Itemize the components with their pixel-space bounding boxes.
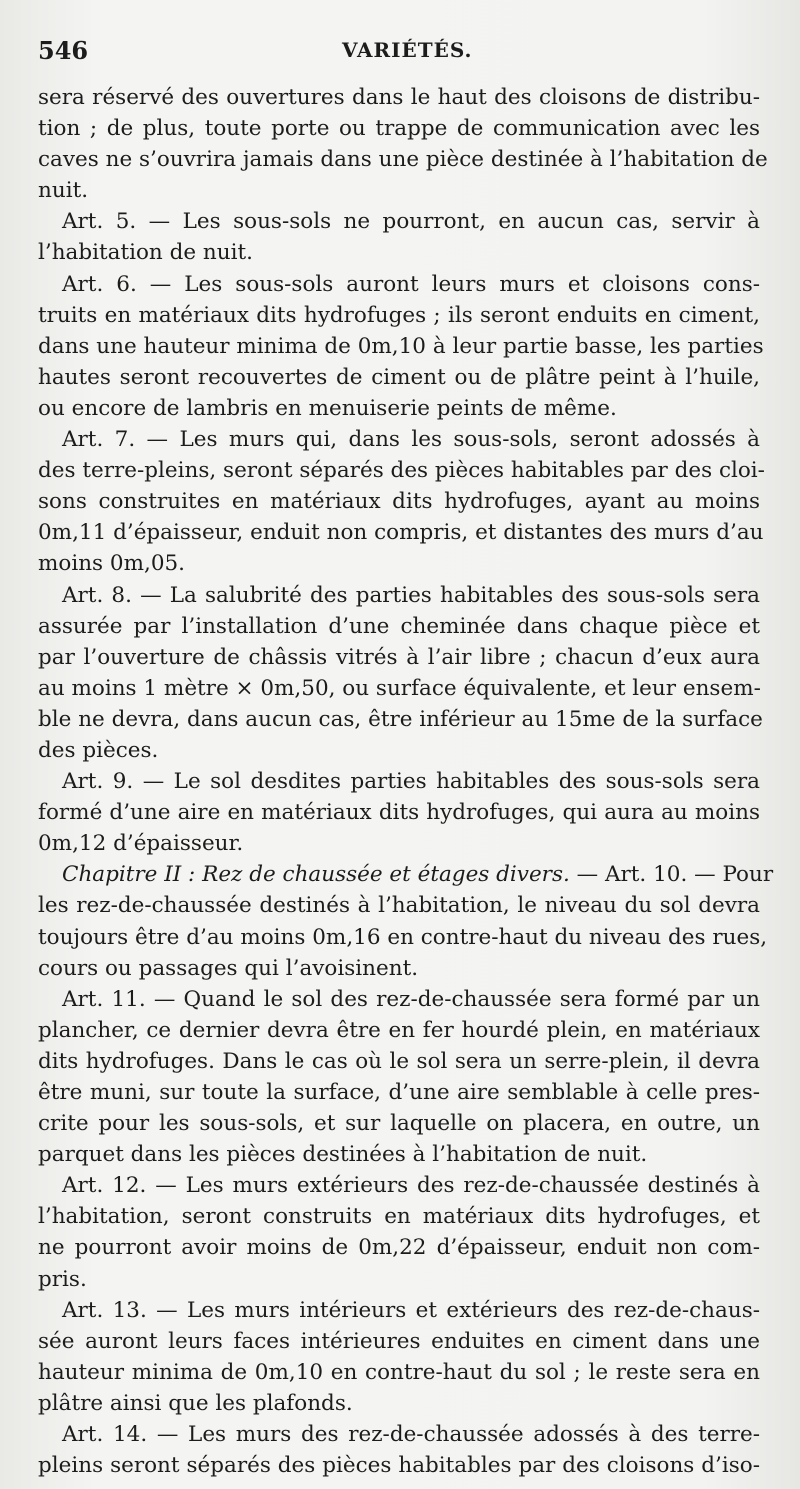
- text-line: ble ne devra, dans aucun cas, être inférieur au 15me de la surface: [38, 706, 763, 732]
- text-line: Art. 12. — Les murs extérieurs des rez-de-chaussée destinés à: [62, 1173, 760, 1199]
- text-line: des terre-pleins, seront séparés des pièces habitables par des cloi-: [38, 458, 765, 484]
- text-line: l’habitation de nuit.: [38, 240, 253, 266]
- text-line: nuit.: [38, 178, 89, 204]
- text-line: au moins 1 mètre × 0m,50, ou surface équivalente, et leur ensem-: [38, 675, 761, 701]
- running-title: VARIÉTÉS.: [342, 38, 473, 62]
- text-line: 0m,12 d’épaisseur.: [38, 831, 244, 857]
- text-line: hauteur minima de 0m,10 en contre-haut du sol ; le reste sera en: [38, 1359, 760, 1385]
- text-line: pleins seront séparés des pièces habitables par des cloisons d’iso-: [38, 1453, 760, 1479]
- text-line: Art. 7. — Les murs qui, dans les sous-sols, seront adossés à: [62, 427, 760, 453]
- text-line: sera réservé des ouvertures dans le haut des cloisons de distribu-: [38, 85, 760, 110]
- text-line: Art. 11. — Quand le sol des rez-de-chaussée sera formé par un: [62, 986, 760, 1012]
- text-line: dits hydrofuges. Dans le cas où le sol sera un serre-plein, il devra: [38, 1048, 760, 1074]
- page-number: 546: [38, 36, 89, 65]
- text-line: sée auront leurs faces intérieures enduites en ciment dans une: [38, 1328, 760, 1354]
- text-line: l’habitation, seront construits en matériaux dits hydrofuges, et: [38, 1204, 760, 1230]
- text-line: plâtre ainsi que les plafonds.: [38, 1390, 353, 1416]
- chapter-heading: Chapitre II : Rez de chaussée et étages divers.: [62, 862, 570, 888]
- text-line: crite pour les sous-sols, et sur laquelle on placera, en outre, un: [38, 1111, 760, 1137]
- text-line: Art. 5. — Les sous-sols ne pourront, en aucun cas, servir à: [62, 209, 760, 235]
- text-line: sons construites en matériaux dits hydrofuges, ayant au moins: [38, 489, 760, 515]
- text-line: toujours être d’au moins 0m,16 en contre-haut du niveau des rues,: [38, 924, 768, 950]
- text-line: assurée par l’installation d’une cheminée dans chaque pièce et: [38, 613, 760, 639]
- text-line: dans une hauteur minima de 0m,10 à leur partie basse, les parties: [38, 333, 764, 359]
- text-line: Art. 9. — Le sol desdites parties habitables des sous-sols sera: [62, 769, 760, 795]
- text-line: par l’ouverture de châssis vitrés à l’air libre ; chacun d’eux aura: [38, 644, 760, 670]
- line-rest: — Art. 10. — Pour: [569, 862, 774, 888]
- text-line: pris.: [38, 1266, 87, 1292]
- text-line: formé d’une aire en matériaux dits hydrofuges, qui aura au moins: [38, 800, 760, 826]
- text-line: cours ou passages qui l’avoisinent.: [38, 955, 419, 981]
- text-line: Art. 6. — Les sous-sols auront leurs murs et cloisons cons-: [62, 271, 760, 297]
- body-text: [38, 82, 774, 1481]
- text-line: Art. 14. — Les murs des rez-de-chaussée adossés à des terre-: [62, 1422, 760, 1448]
- text-line: truits en matériaux dits hydrofuges ; ils seront enduits en ciment,: [38, 302, 760, 328]
- text-line: Art. 8. — La salubrité des parties habitables des sous-sols sera: [62, 582, 760, 608]
- text-line: être muni, sur toute la surface, d’une aire semblable à celle pres-: [38, 1080, 760, 1105]
- text-line: ou encore de lambris en menuiserie peints de même.: [38, 395, 617, 421]
- text-line: plancher, ce dernier devra être en fer hourdé plein, en matériaux: [38, 1017, 760, 1043]
- text-line: ne pourront avoir moins de 0m,22 d’épaisseur, enduit non com-: [38, 1235, 760, 1261]
- text-line: 0m,11 d’épaisseur, enduit non compris, et distantes des murs d’au: [38, 520, 764, 546]
- text-line: moins 0m,05.: [38, 551, 186, 577]
- text-line: parquet dans les pièces destinées à l’habitation de nuit.: [38, 1142, 648, 1168]
- text-line: Art. 13. — Les murs intérieurs et extérieurs des rez-de-chaus-: [62, 1297, 760, 1323]
- text-line: les rez-de-chaussée destinés à l’habitation, le niveau du sol devra: [38, 893, 760, 919]
- page-header: [38, 36, 762, 76]
- text-line: des pièces.: [38, 737, 159, 763]
- text-line: [38, 859, 774, 890]
- text-line: caves ne s’ouvrira jamais dans une pièce destinée à l’habitation de: [38, 147, 768, 173]
- text-line: hautes seront recouvertes de ciment ou de plâtre peint à l’huile,: [38, 364, 760, 390]
- text-line: tion ; de plus, toute porte ou trappe de communication avec les: [38, 116, 760, 142]
